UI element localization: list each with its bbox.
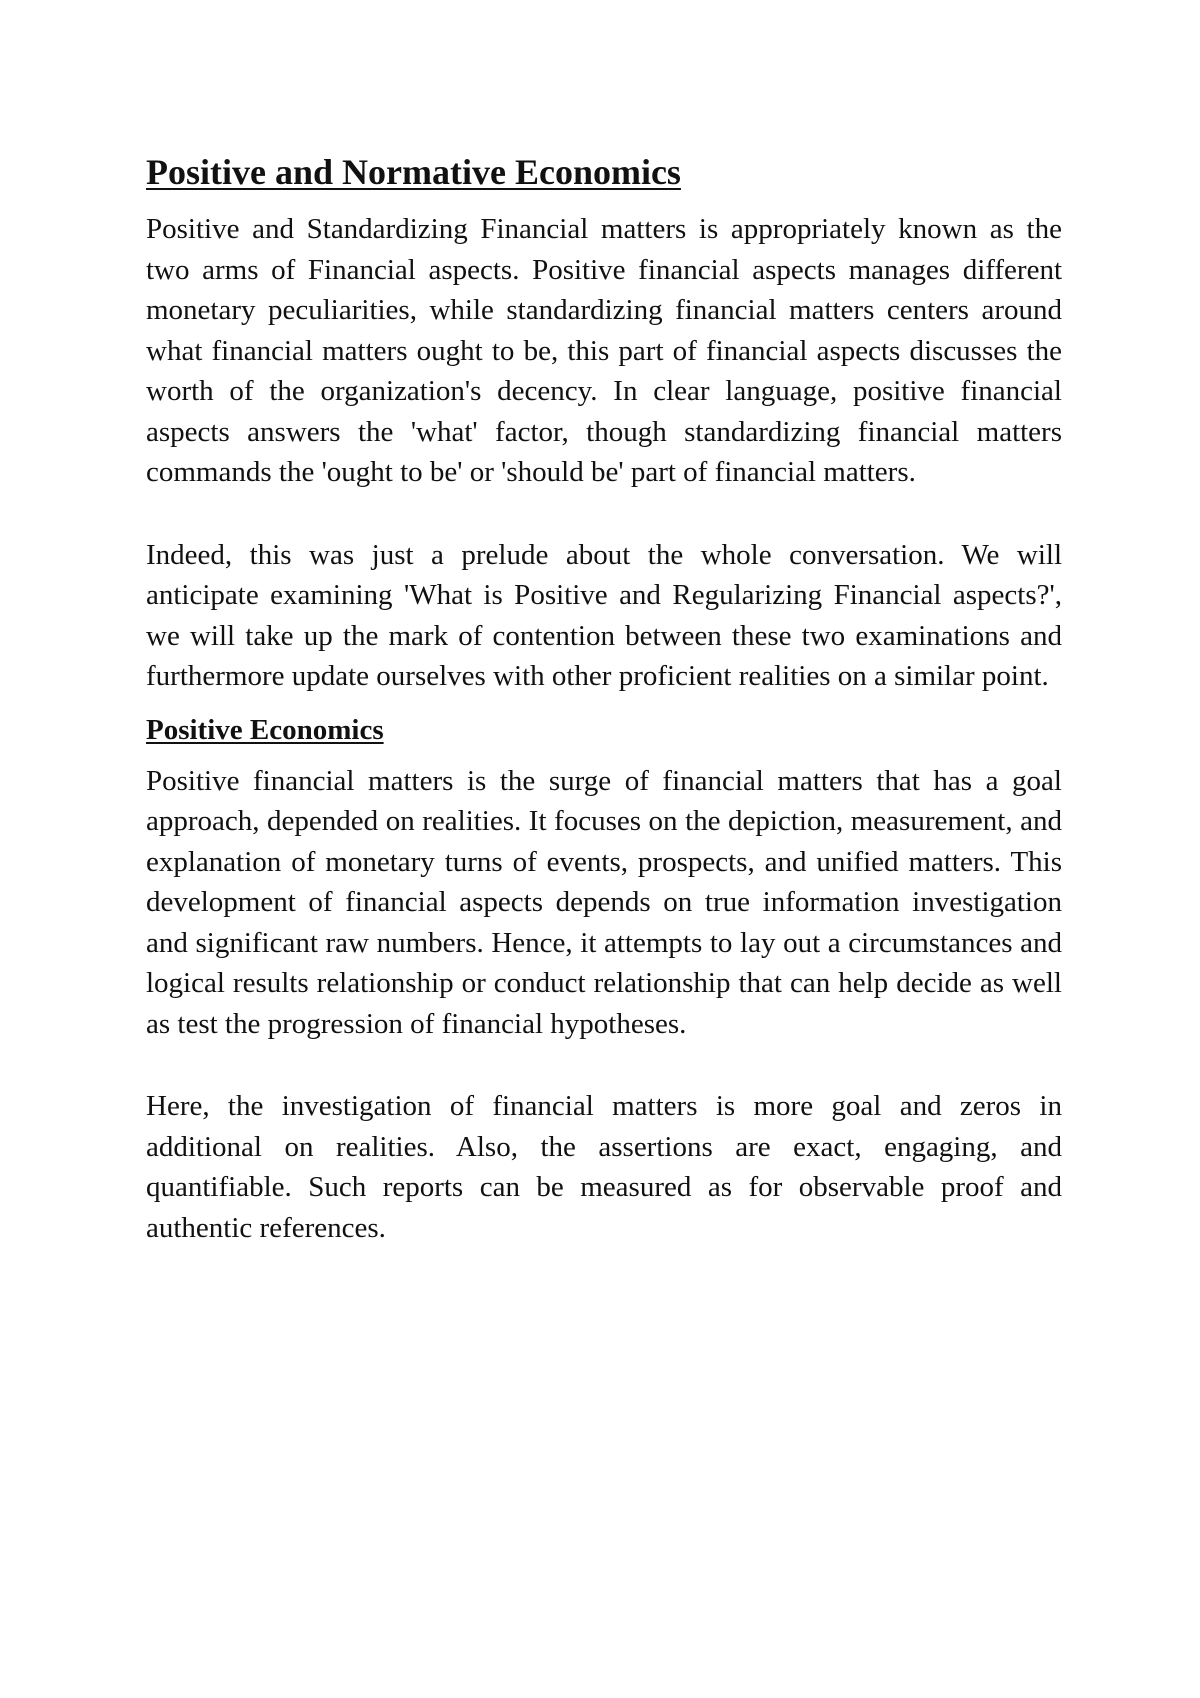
intro-paragraph-2: Indeed, this was just a prelude about the whole conversation. We will anticipate examining 'What is Positive and Regularizing Financial aspects?', we will take up the mark of contention between these two examinations and furthermore update ourselves with other proficient realities on a similar point. — [146, 538, 1062, 692]
intro-paragraph-1: Positive and Standardizing Financial matters is appropriately known as the two arms of Financial aspects. Positive financial aspects manages different monetary peculiarities, while standardizing financial matters centers around what financial matters ought to be, this part of financial aspects discusses the worth of the organization's decency. In clear language, positive financial aspects answers the 'what' factor, though standardizing financial matters commands the 'ought to be' or 'should be' part of financial matters. — [146, 213, 1062, 488]
document-title: Positive and Normative Economics — [146, 152, 681, 192]
document-body — [146, 148, 1062, 1248]
section-heading-positive-economics: Positive Economics — [146, 713, 384, 746]
section-paragraph-2: Here, the investigation of financial matters is more goal and zeros in additional on realities. Also, the assertions are exact, engaging, and quantifiable. Such reports can be measured as for observable proof and authentic references. — [146, 1090, 1062, 1244]
section-paragraph-1: Positive financial matters is the surge of financial matters that has a goal approach, depended on realities. It focuses on the depiction, measurement, and explanation of monetary turns of events, prospects, and unified matters. This development of financial aspects depends on true information investigation and significant raw numbers. Hence, it attempts to lay out a circumstances and logical results relationship or conduct relationship that can help decide as well as test the progression of financial hypotheses. — [146, 764, 1062, 1040]
